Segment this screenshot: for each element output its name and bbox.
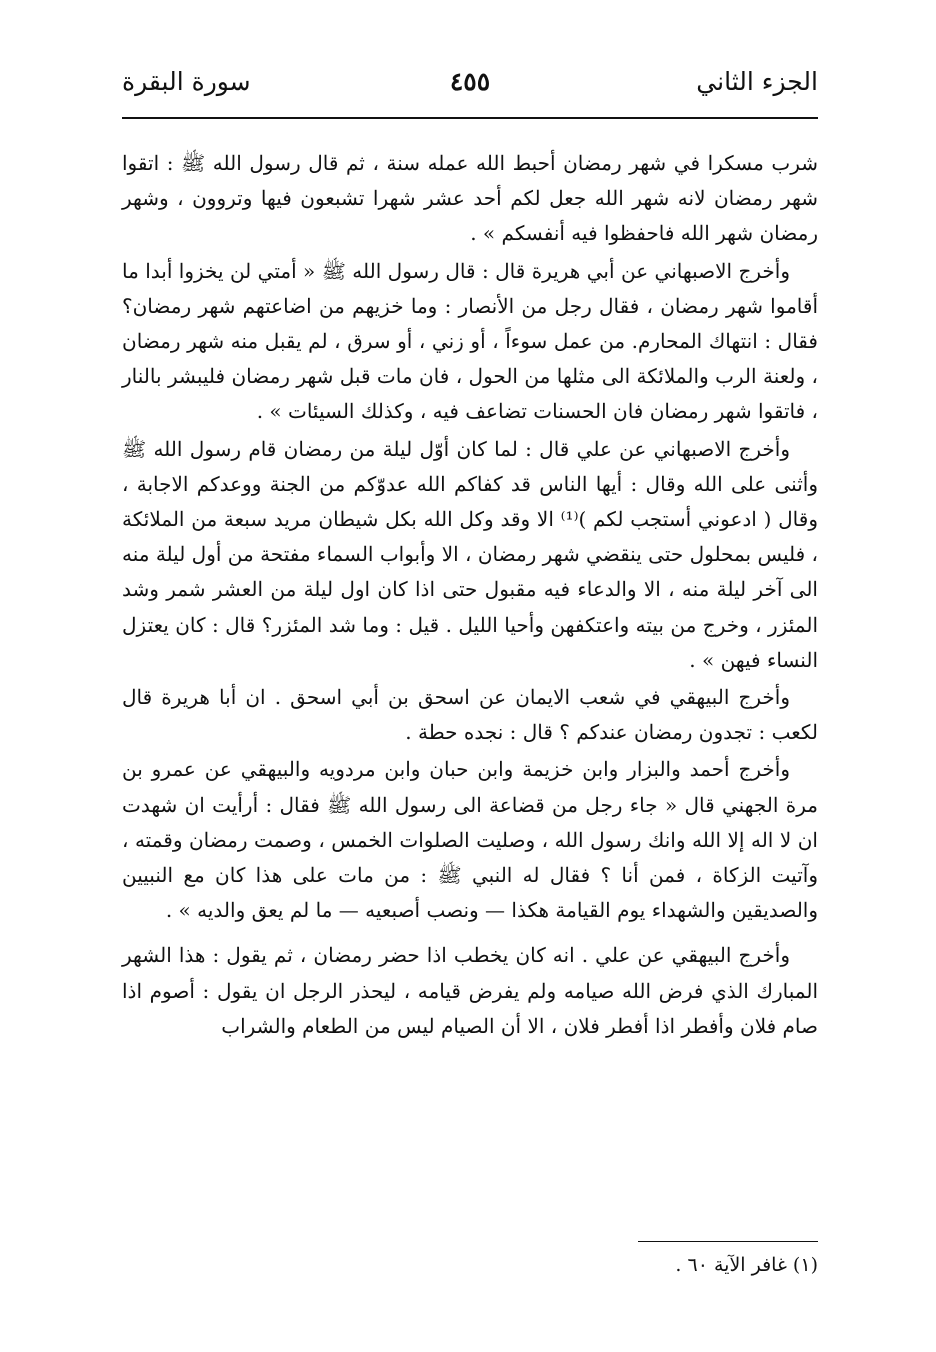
page-header [122, 62, 818, 106]
paragraph-ahmad-bazzar: وأخرج أحمد والبزار وابن خزيمة وابن حبان وابن مردويه والبيهقي عن عمرو بن مرة الجهني قال « جاء رجل من قضاعة الى رسول الله ﷺ فقال : أرأيت ان شهدت ان لا اله إلا الله وانك رسول الله ، وصليت الصلوات الخمس ، وصمت رمضان وقمته ، وآتيت الزكاة ، فمن أنا ؟ فقال له النبي ﷺ : من مات على هذا كان مع النبيين والصديقين والشهداء يوم القيامة هكذا — ونصب أصبعيه — ما لم يعق والديه » . [122, 757, 818, 923]
paragraph-continuation: شرب مسكرا في شهر رمضان أحبط الله عمله سنة ، ثم قال رسول الله ﷺ : اتقوا شهر رمضان لانه شهر الله جعل لكم أحد عشر شهرا تشبعون فيها وتروون ، وشهر رمضان شهر الله فاحفظوا فيه أنفسكم » . [122, 151, 818, 246]
paragraph-isbahani-ali: وأخرج الاصبهاني عن علي قال : لما كان أوّل ليلة من رمضان قام رسول الله ﷺ وأثنى على الله وقال : أيها الناس قد كفاكم الله عدوّكم من الجنة ووعدكم الاجابة ، وقال ( ادعوني أستجب لكم )⁽¹⁾ الا وقد وكل الله بكل شيطان مريد سبعة من الملائكة ، فليس بمحلول حتى ينقضي شهر رمضان ، الا وأبواب السماء مفتحة من أول ليلة منه الى آخر ليلة منه ، الا والدعاء فيه مقبول حتى اذا كان اول ليلة من العشر شمر وشد المئزر ، وخرج من بيته واعتكفهن وأحيا الليل . قيل : وما شد المئزر؟ قال : كان يعتزل النساء فيهن » . [122, 436, 818, 672]
page-number: ٤٥٥ [449, 67, 491, 96]
header-divider [122, 117, 818, 119]
paragraph-bayhaqi-ali: وأخرج البيهقي عن علي . انه كان يخطب اذا حضر رمضان ، ثم يقول : هذا الشهر المبارك الذي فرض الله صيامه ولم يفرض قيامه ، ليحذر الرجل ان يقول : أصوم اذا صام فلان وأفطر اذا أفطر فلان ، الا أن الصيام ليس من الطعام والشراب [122, 943, 818, 1038]
footnote-divider [638, 1241, 818, 1242]
main-text [122, 146, 818, 1044]
footnote: (١) غافر الآية ٦٠ . [675, 1254, 818, 1276]
part-title: الجزء الثاني [696, 67, 818, 96]
paragraph-bayhaqi-shuab: وأخرج البيهقي في شعب الايمان عن اسحق بن أبي اسحق . ان أبا هريرة قال لكعب : تجدون رمضان عندكم ؟ قال : نجده حطة . [122, 685, 818, 745]
paragraph-isbahani-abu-hurayra: وأخرج الاصبهاني عن أبي هريرة قال : قال رسول الله ﷺ « أمتي لن يخزوا أبدا ما أقاموا شهر رمضان ، فقال رجل من الأنصار : وما خزيهم من اضاعتهم شهر رمضان؟ فقال : انتهاك المحارم. من عمل سوءاً ، أو زني ، أو سرق ، لم يقبل منه شهر رمضان ، ولعنة الرب والملائكة الى مثلها من الحول ، فان مات قبل شهر رمضان فليبشر بالنار ، فاتقوا شهر رمضان فان الحسنات تضاعف فيه ، وكذلك السيئات » . [122, 258, 818, 424]
surah-title: سورة البقرة [122, 67, 251, 96]
